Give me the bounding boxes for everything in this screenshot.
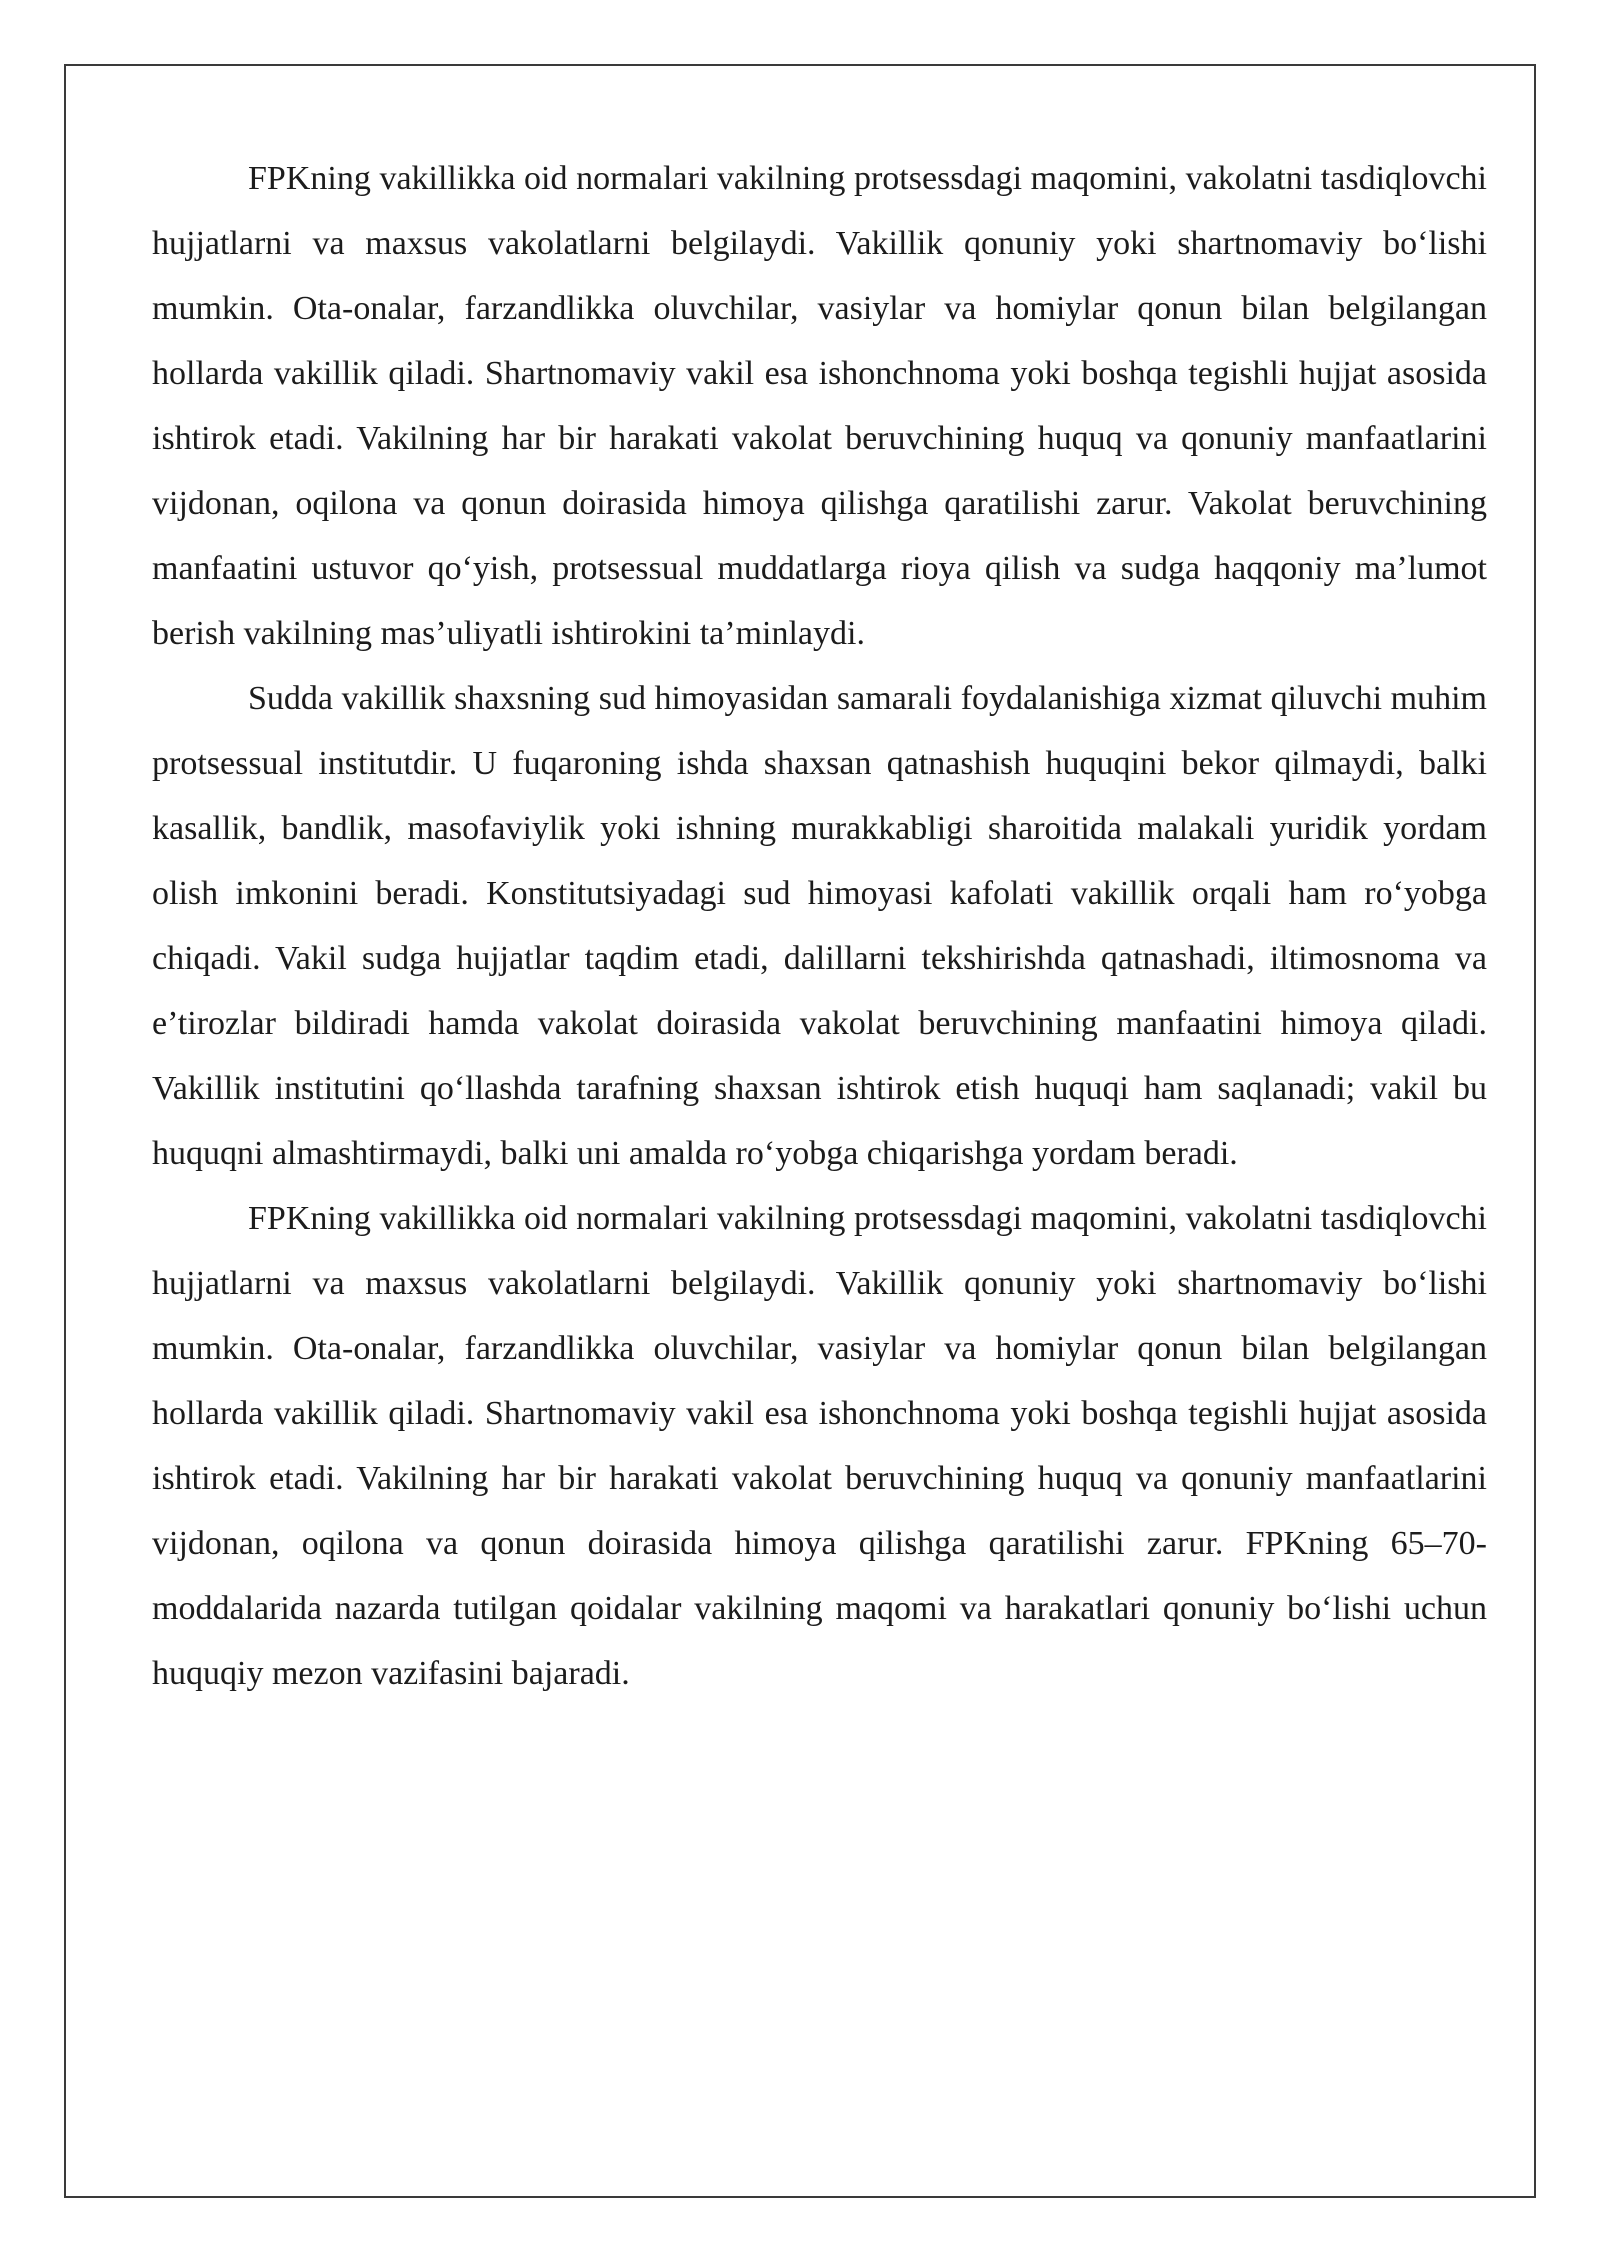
paragraph-3: FPKning vakillikka oid normalari vakilning protsessdagi maqomini, vakolatni tasdiqlovchi hujjatlarni va maxsus vakolatlarni belgilaydi. Vakillik qonuniy yoki shartnomaviy bo‘lishi mumkin. Ota-onalar, farzandlikka oluvchilar, vasiylar va homiylar qonun bilan belgilangan hollarda vakillik qiladi. Shartnomaviy vakil esa ishonchnoma yoki boshqa tegishli hujjat asosida ishtirok etadi. Vakilning har bir harakati vakolat beruvchining huquq va qonuniy manfaatlarini vijdonan, oqilona va qonun doirasida himoya qilishga qaratilishi zarur. FPKning 65–70-moddalarida nazarda tutilgan qoidalar vakilning maqomi va harakatlari qonuniy bo‘lishi uchun huquqiy mezon vazifasini bajaradi. (152, 1200, 1487, 1692)
paragraph-2: Sudda vakillik shaxsning sud himoyasidan samarali foydalanishiga xizmat qiluvchi muhim protsessual institutdir. U fuqaroning ishda shaxsan qatnashish huquqini bekor qilmaydi, balki kasallik, bandlik, masofaviylik yoki ishning murakkabligi sharoitida malakali yuridik yordam olish imkonini beradi. Konstitutsiyadagi sud himoyasi kafolati vakillik orqali ham ro‘yobga chiqadi. Vakil sudga hujjatlar taqdim etadi, dalillarni tekshirishda qatnashadi, iltimosnoma va e’tirozlar bildiradi hamda vakolat doirasida vakolat beruvchining manfaatini himoya qiladi. Vakillik institutini qo‘llashda tarafning shaxsan ishtirok etish huquqi ham saqlanadi; vakil bu huquqni almashtirmaydi, balki uni amalda ro‘yobga chiqarishga yordam beradi. (152, 680, 1487, 1172)
document-body (152, 146, 1487, 1706)
paragraph-1: FPKning vakillikka oid normalari vakilning protsessdagi maqomini, vakolatni tasdiqlovchi hujjatlarni va maxsus vakolatlarni belgilaydi. Vakillik qonuniy yoki shartnomaviy bo‘lishi mumkin. Ota-onalar, farzandlikka oluvchilar, vasiylar va homiylar qonun bilan belgilangan hollarda vakillik qiladi. Shartnomaviy vakil esa ishonchnoma yoki boshqa tegishli hujjat asosida ishtirok etadi. Vakilning har bir harakati vakolat beruvchining huquq va qonuniy manfaatlarini vijdonan, oqilona va qonun doirasida himoya qilishga qaratilishi zarur. Vakolat beruvchining manfaatini ustuvor qo‘yish, protsessual muddatlarga rioya qilish va sudga haqqoniy ma’lumot berish vakilning mas’uliyatli ishtirokini ta’minlaydi. (152, 160, 1487, 652)
